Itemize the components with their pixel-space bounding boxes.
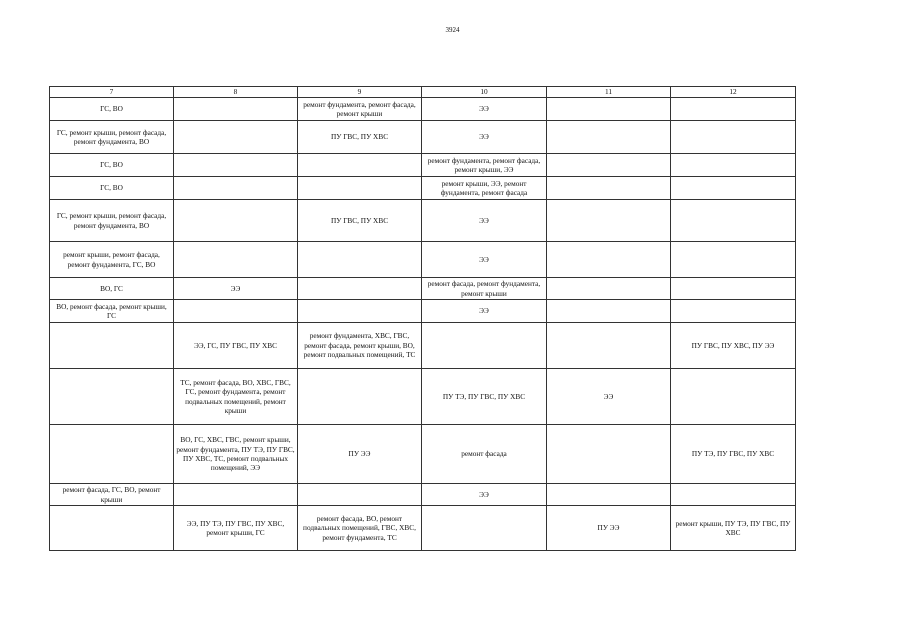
table-cell (671, 121, 796, 154)
table-cell: ВО, ремонт фасада, ремонт крыши, ГС (50, 300, 174, 323)
column-header: 8 (174, 87, 298, 98)
column-header: 9 (298, 87, 422, 98)
table-cell (174, 154, 298, 177)
table-cell (547, 242, 671, 278)
table-cell: ремонт фасада, ВО, ремонт подвальных помещений, ГВС, ХВС, ремонт фундамента, ТС (298, 506, 422, 551)
table-cell: ПУ ТЭ, ПУ ГВС, ПУ ХВС (671, 425, 796, 484)
table-cell (671, 278, 796, 300)
column-header: 10 (422, 87, 547, 98)
table-cell: ЭЭ, ПУ ТЭ, ПУ ГВС, ПУ ХВС, ремонт крыши, ГС (174, 506, 298, 551)
table-cell (547, 98, 671, 121)
works-table (49, 86, 796, 551)
table-cell: ГС, ВО (50, 98, 174, 121)
table-cell: ГС, ВО (50, 154, 174, 177)
table-cell: ЭЭ (422, 200, 547, 242)
table-cell (174, 200, 298, 242)
table-row (50, 177, 796, 200)
table-cell (174, 177, 298, 200)
table-cell: ПУ ТЭ, ПУ ГВС, ПУ ХВС (422, 369, 547, 425)
table-cell (547, 278, 671, 300)
table-cell (422, 323, 547, 369)
column-header: 7 (50, 87, 174, 98)
table-cell (671, 200, 796, 242)
table-cell (671, 154, 796, 177)
table-row (50, 425, 796, 484)
table-row (50, 484, 796, 506)
table-cell (547, 425, 671, 484)
table-row (50, 506, 796, 551)
table-cell (671, 242, 796, 278)
table-header-row (50, 87, 796, 98)
table-cell (298, 278, 422, 300)
table-cell (50, 369, 174, 425)
table-cell: ГС, ремонт крыши, ремонт фасада, ремонт фундамента, ВО (50, 121, 174, 154)
table-cell: ремонт фундамента, ремонт фасада, ремонт крыши (298, 98, 422, 121)
table-row (50, 369, 796, 425)
table-cell (174, 121, 298, 154)
table-cell (671, 300, 796, 323)
table-cell (298, 484, 422, 506)
table-cell (298, 242, 422, 278)
table-cell (298, 300, 422, 323)
table-cell (671, 484, 796, 506)
table-cell (671, 369, 796, 425)
table-cell (174, 98, 298, 121)
table-cell: ремонт фасада (422, 425, 547, 484)
table-cell: ВО, ГС (50, 278, 174, 300)
table-row (50, 121, 796, 154)
table-cell: ремонт фасада, ГС, ВО, ремонт крыши (50, 484, 174, 506)
table-cell: ремонт крыши, ремонт фасада, ремонт фундамента, ГС, ВО (50, 242, 174, 278)
table-cell: ЭЭ (422, 121, 547, 154)
table-cell: ГС, ВО (50, 177, 174, 200)
table-cell: ЭЭ (422, 242, 547, 278)
table-row (50, 323, 796, 369)
table-cell: ПУ ГВС, ПУ ХВС (298, 121, 422, 154)
table-cell (298, 154, 422, 177)
table-cell (174, 300, 298, 323)
table-cell: ПУ ГВС, ПУ ХВС (298, 200, 422, 242)
table-cell: ГС, ремонт крыши, ремонт фасада, ремонт фундамента, ВО (50, 200, 174, 242)
table-cell (298, 177, 422, 200)
table-row (50, 98, 796, 121)
table-cell: ремонт фасада, ремонт фундамента, ремонт крыши (422, 278, 547, 300)
table-cell (547, 300, 671, 323)
table-cell: ЭЭ, ГС, ПУ ГВС, ПУ ХВС (174, 323, 298, 369)
column-header: 11 (547, 87, 671, 98)
table-row (50, 278, 796, 300)
table-cell: ТС, ремонт фасада, ВО, ХВС, ГВС, ГС, ремонт фундамента, ремонт подвальных помещений, ремонт крыши (174, 369, 298, 425)
table-cell (422, 506, 547, 551)
table-cell (671, 177, 796, 200)
table-cell (671, 98, 796, 121)
table-cell (174, 242, 298, 278)
table-cell: ЭЭ (422, 484, 547, 506)
table-cell: ЭЭ (174, 278, 298, 300)
table-row (50, 300, 796, 323)
table-cell (547, 121, 671, 154)
table-cell: ПУ ЭЭ (298, 425, 422, 484)
table-row (50, 154, 796, 177)
table-cell (50, 323, 174, 369)
table-cell: ЭЭ (422, 300, 547, 323)
table-cell (174, 484, 298, 506)
table-cell (547, 484, 671, 506)
table-cell: ремонт фундамента, ХВС, ГВС, ремонт фасада, ремонт крыши, ВО, ремонт подвальных помещений, ТС (298, 323, 422, 369)
table-cell: ремонт крыши, ЭЭ, ремонт фундамента, ремонт фасада (422, 177, 547, 200)
table-cell (547, 200, 671, 242)
table-cell: ПУ ГВС, ПУ ХВС, ПУ ЭЭ (671, 323, 796, 369)
table-cell: ремонт фундамента, ремонт фасада, ремонт крыши, ЭЭ (422, 154, 547, 177)
table-cell (50, 506, 174, 551)
table-row (50, 242, 796, 278)
page-number: 3924 (445, 26, 460, 34)
table-cell (298, 369, 422, 425)
table-row (50, 200, 796, 242)
table-cell: ЭЭ (422, 98, 547, 121)
table-cell (50, 425, 174, 484)
table-cell: ремонт крыши, ПУ ТЭ, ПУ ГВС, ПУ ХВС (671, 506, 796, 551)
table-cell (547, 323, 671, 369)
table-cell: ВО, ГС, ХВС, ГВС, ремонт крыши, ремонт фундамента, ПУ ТЭ, ПУ ГВС, ПУ ХВС, ТС, ремонт подвальных помещений, ЭЭ (174, 425, 298, 484)
table-cell (547, 177, 671, 200)
table-cell (547, 154, 671, 177)
column-header: 12 (671, 87, 796, 98)
table-cell: ЭЭ (547, 369, 671, 425)
table-cell: ПУ ЭЭ (547, 506, 671, 551)
